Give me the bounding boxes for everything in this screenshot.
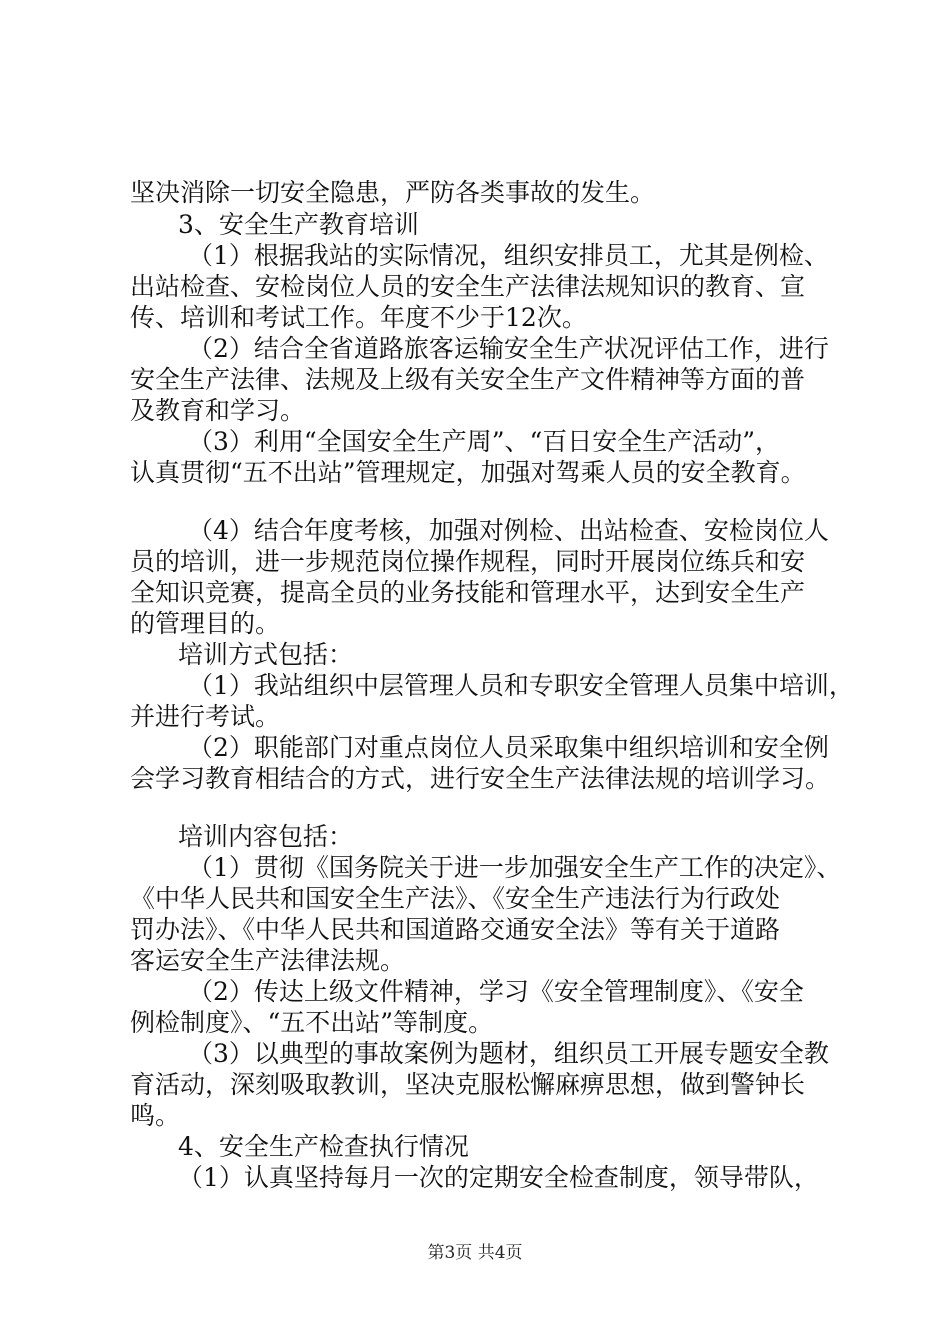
text-line: 认真贯彻“五不出站”管理规定，加强对驾乘人员的安全教育。 (130, 458, 806, 487)
text-line: （1）贯彻《国务院关于进一步加强安全生产工作的决定》、 (188, 853, 842, 882)
text-line: 客运安全生产法律法规。 (130, 946, 406, 975)
section-heading: 3、安全生产教育培训 (178, 210, 419, 239)
text-line: 员的培训，进一步规范岗位操作规程，同时开展岗位练兵和安 (130, 547, 806, 576)
text-line: 罚办法》、《中华人民共和国道路交通安全法》等有关于道路 (130, 915, 781, 944)
text-line: （1）根据我站的实际情况，组织安排员工，尤其是例检、 (188, 241, 829, 270)
text-line: 安全生产法律、法规及上级有关安全生产文件精神等方面的普 (130, 365, 806, 394)
text-line: 例检制度》、“五不出站”等制度。 (130, 1008, 494, 1037)
page-number-footer: 第3页 共4页 (427, 1243, 523, 1263)
text-line: （3）利用“全国安全生产周”、“百日安全生产活动”， (188, 427, 781, 456)
section-heading: 4、安全生产检查执行情况 (178, 1132, 469, 1161)
subheading: 培训方式包括： (178, 640, 354, 669)
text-line: 《中华人民共和国安全生产法》、《安全生产违法行为行政处 (130, 884, 781, 913)
text-line: （1）我站组织中层管理人员和专职安全管理人员集中培训， (188, 671, 854, 700)
text-line: （1）认真坚持每月一次的定期安全检查制度，领导带队， (178, 1163, 819, 1192)
subheading: 培训内容包括： (178, 822, 354, 851)
text-line: 传、培训和考试工作。年度不少于12次。 (130, 303, 587, 332)
text-line: 育活动，深刻吸取教训，坚决克服松懈麻痹思想，做到警钟长 (130, 1070, 806, 1099)
text-line: （2）职能部门对重点岗位人员采取集中组织培训和安全例 (188, 733, 829, 762)
text-line: （3）以典型的事故案例为题材，组织员工开展专题安全教 (188, 1039, 829, 1068)
text-line: 出站检查、安检岗位人员的安全生产法律法规知识的教育、宣 (130, 272, 806, 301)
text-line: （2）结合全省道路旅客运输安全生产状况评估工作，进行 (188, 334, 829, 363)
text-line: 全知识竞赛，提高全员的业务技能和管理水平，达到安全生产 (130, 578, 806, 607)
text-line: 并进行考试。 (130, 702, 281, 731)
text-line: （4）结合年度考核，加强对例检、出站检查、安检岗位人 (188, 516, 829, 545)
text-line: 坚决消除一切安全隐患，严防各类事故的发生。 (130, 178, 656, 207)
text-line: （2）传达上级文件精神，学习《安全管理制度》、《安全 (188, 977, 804, 1006)
text-line: 及教育和学习。 (130, 396, 306, 425)
text-line: 鸣。 (130, 1101, 181, 1130)
text-line: 会学习教育相结合的方式，进行安全生产法律法规的培训学习。 (130, 764, 831, 793)
text-line: 的管理目的。 (130, 609, 281, 638)
